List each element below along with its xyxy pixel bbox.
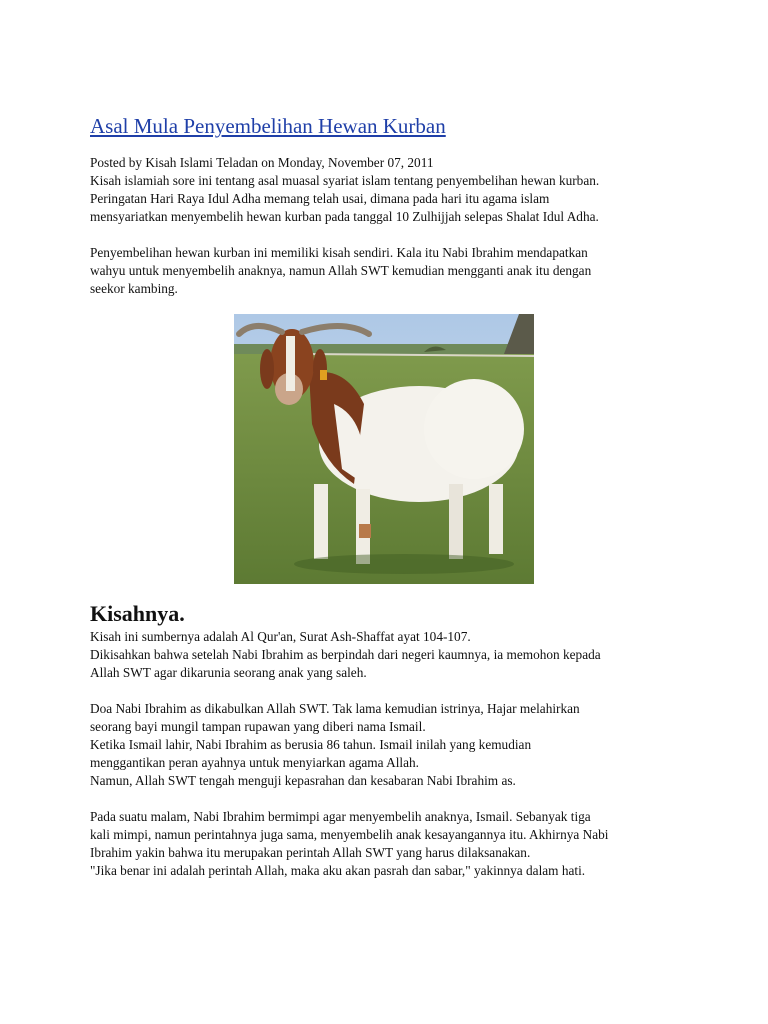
para2-line: seekor kambing.: [90, 281, 178, 296]
section2-line: Ketika Ismail lahir, Nabi Ibrahim as berusia 86 tahun. Ismail inilah yang kemudian: [90, 737, 532, 752]
section3-line: Pada suatu malam, Nabi Ibrahim bermimpi agar menyembelih anaknya, Ismail. Sebanyak tiga: [90, 809, 591, 824]
intro-line: Kisah islamiah sore ini tentang asal muasal syariat islam tentang penyembelihan hewan kurban.: [90, 173, 600, 188]
intro-line: mensyariatkan menyembelih hewan kurban pada tanggal 10 Zulhijjah selepas Shalat Idul Adha.: [90, 209, 599, 224]
para2-line: Penyembelihan hewan kurban ini memiliki kisah sendiri. Kala itu Nabi Ibrahim mendapatkan: [90, 245, 588, 260]
section3-line: Ibrahim yakin bahwa itu merupakan perintah Allah SWT yang harus dilaksanakan.: [90, 845, 531, 860]
section3-line: "Jika benar ini adalah perintah Allah, maka aku akan pasrah dan sabar," yakinnya dalam hati.: [90, 863, 586, 878]
posted-line: Posted by Kisah Islami Teladan on Monday, November 07, 2011: [90, 155, 434, 170]
goat-photo-icon: [234, 314, 534, 584]
para2-line: wahyu untuk menyembelih anaknya, namun Allah SWT kemudian mengganti anak itu dengan: [90, 263, 592, 278]
section2-line: menggantikan peran ayahnya untuk menyiarkan agama Allah.: [90, 755, 419, 770]
section-heading: Kisahnya.: [90, 601, 185, 626]
section2-line: Doa Nabi Ibrahim as dikabulkan Allah SWT. Tak lama kemudian istrinya, Hajar melahirkan: [90, 701, 580, 716]
section-paragraph-2: [90, 700, 690, 790]
section-paragraph-3: [90, 808, 690, 880]
section2-line: Namun, Allah SWT tengah menguji kepasrahan dan kesabaran Nabi Ibrahim as.: [90, 773, 516, 788]
intro-line: Peringatan Hari Raya Idul Adha memang telah usai, dimana pada hari itu agama islam: [90, 191, 550, 206]
goat-photo: [234, 314, 534, 584]
intro-paragraph: [90, 154, 690, 226]
section1-line: Kisah ini sumbernya adalah Al Qur'an, Surat Ash-Shaffat ayat 104-107.: [90, 629, 471, 644]
section1-line: Allah SWT agar dikarunia seorang anak yang saleh.: [90, 665, 367, 680]
section2-line: seorang bayi mungil tampan rupawan yang diberi nama Ismail.: [90, 719, 426, 734]
article: [90, 112, 690, 880]
section1-line: Dikisahkan bahwa setelah Nabi Ibrahim as berpindah dari negeri kaumnya, ia memohon kepada: [90, 647, 601, 662]
section-paragraph-1: [90, 628, 690, 682]
section3-line: kali mimpi, namun perintahnya juga sama, menyembelih anak kesayangannya itu. Akhirnya Nabi: [90, 827, 609, 842]
article-title-link[interactable]: Asal Mula Penyembelihan Hewan Kurban: [90, 114, 446, 138]
second-paragraph: [90, 244, 690, 298]
